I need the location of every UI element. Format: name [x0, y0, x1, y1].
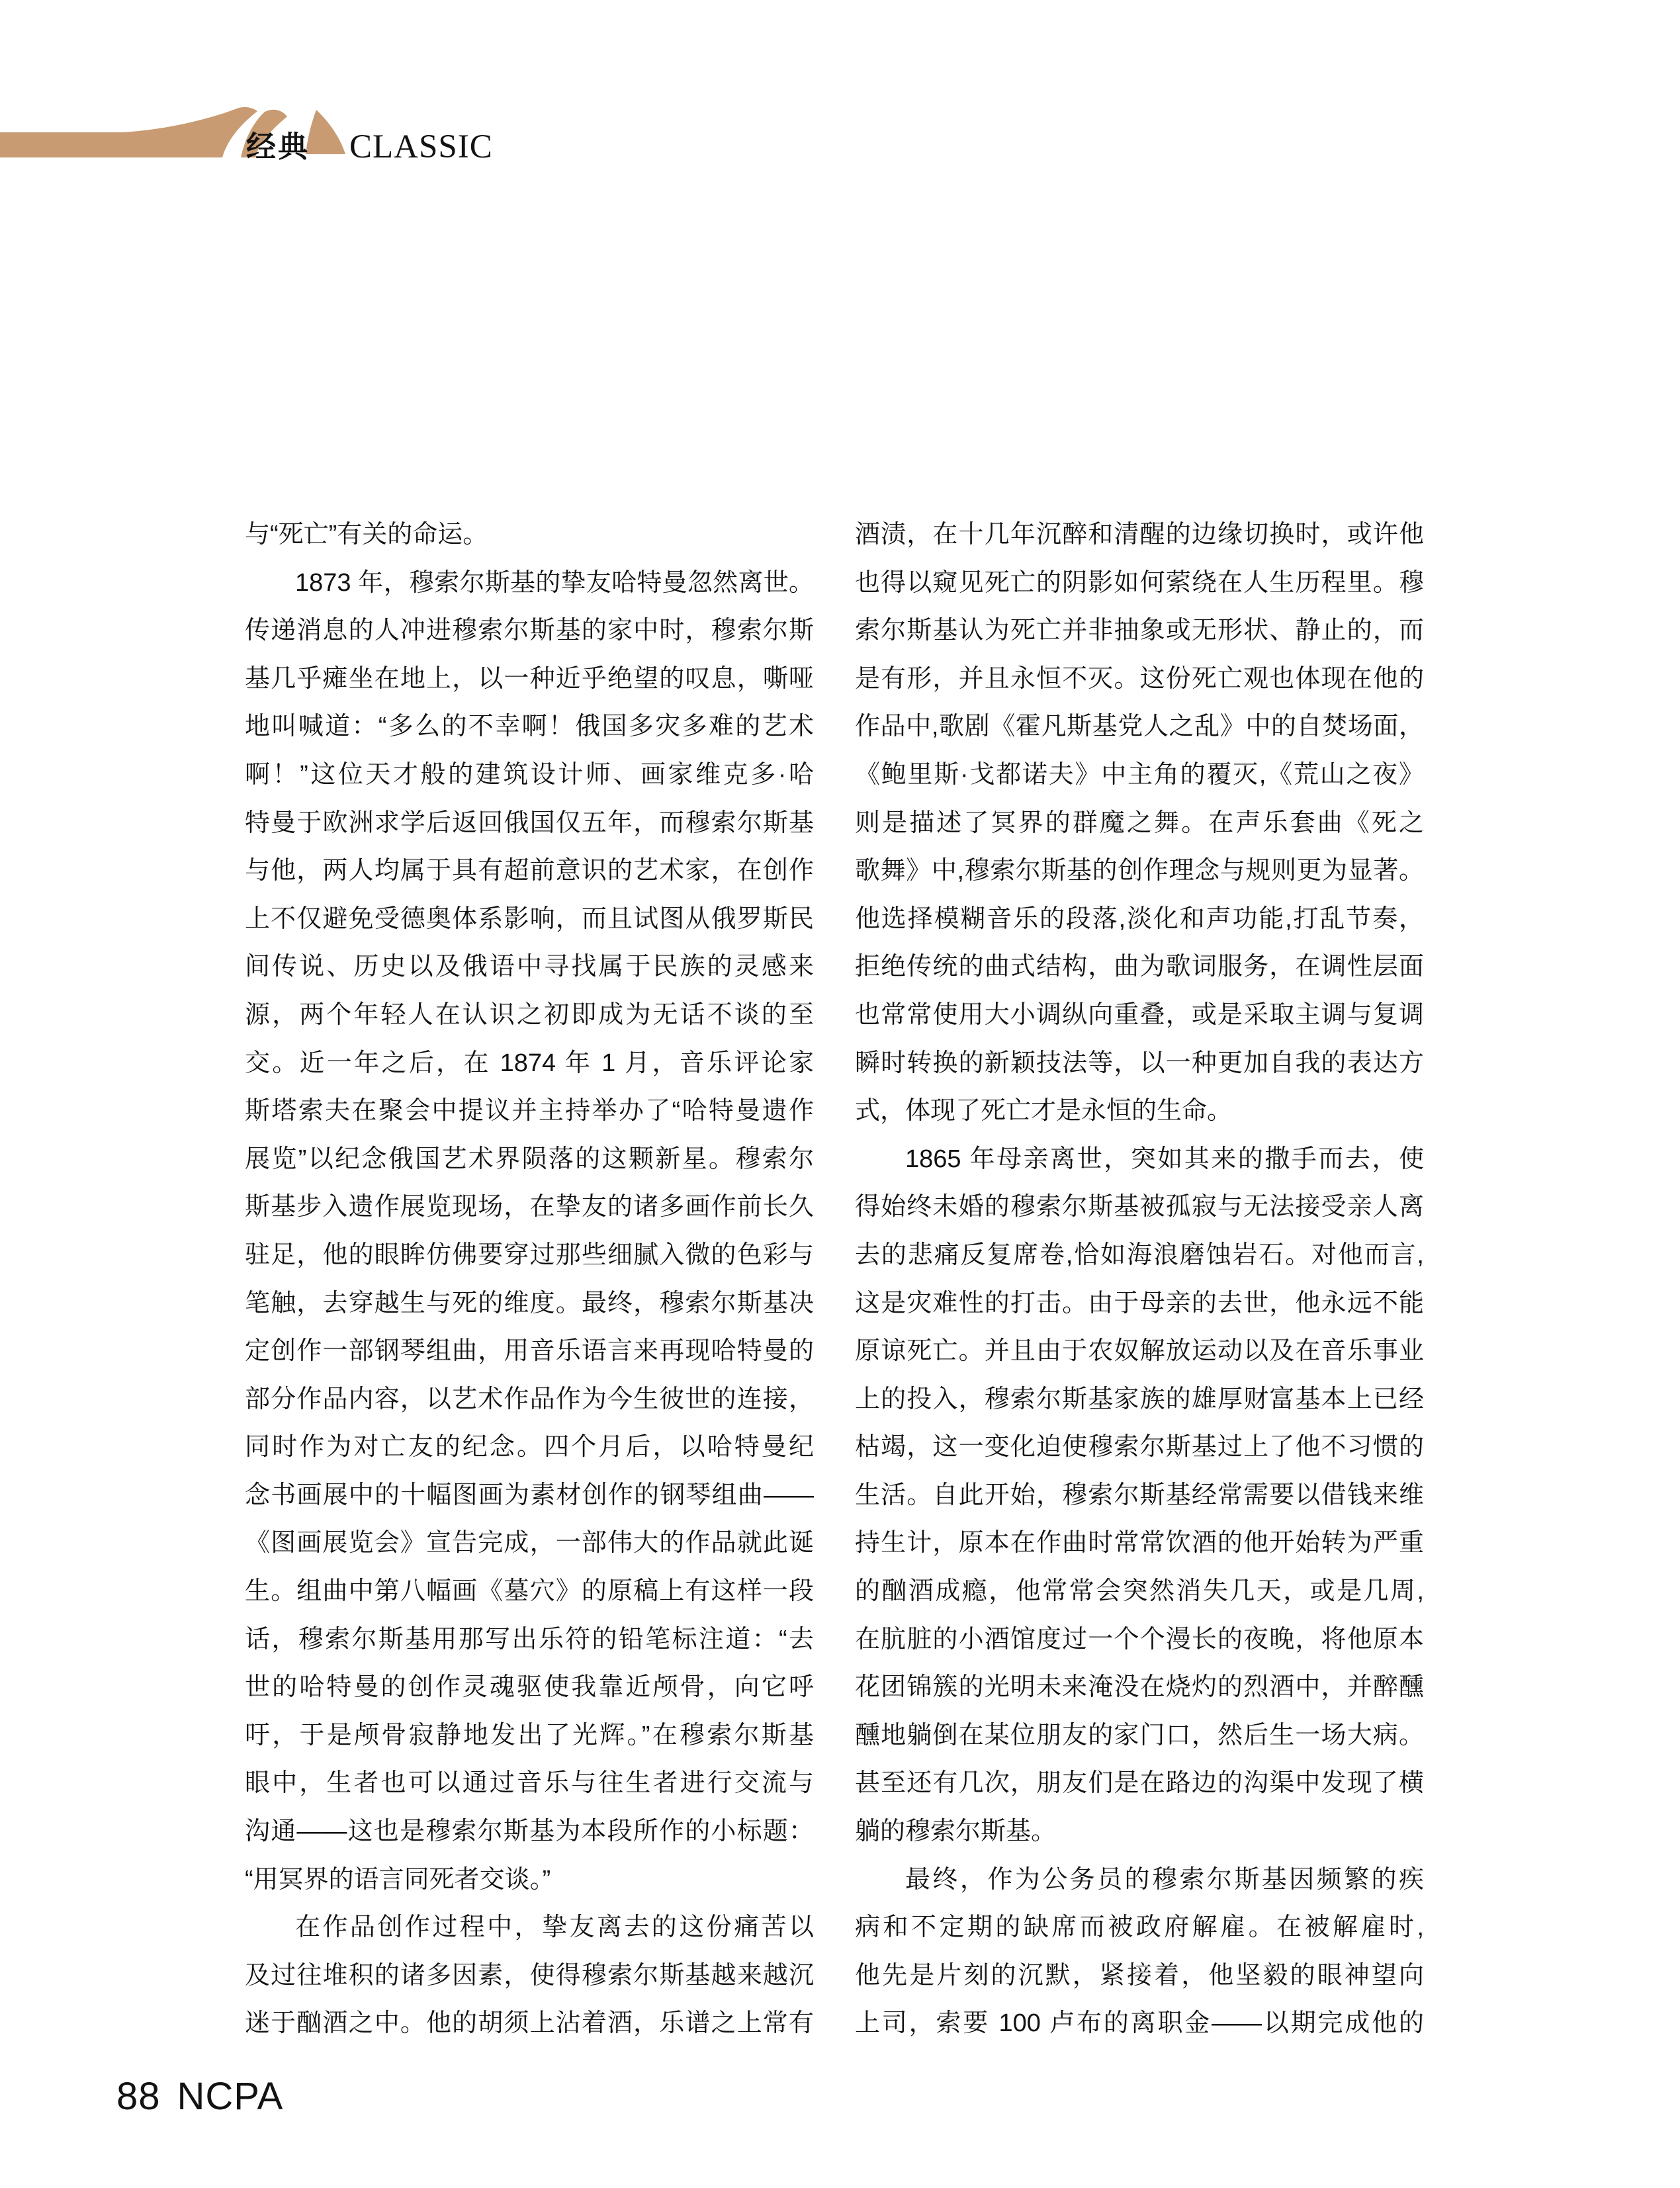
text-line: 在肮脏的小酒馆度过一个个漫长的夜晚，将他原本	[855, 1625, 1424, 1653]
text-line: 是有形，并且永恒不灭。这份死亡观也体现在他的	[855, 664, 1424, 693]
text-line: 同时作为对亡友的纪念。四个月后，以哈特曼纪	[245, 1433, 814, 1462]
text-line: 生。组曲中第八幅画《墓穴》的原稿上有这样一段	[245, 1577, 814, 1606]
text-line: 拒绝传统的曲式结构，曲为歌词服务，在调性层面	[855, 953, 1424, 981]
page-number: 88	[116, 2075, 161, 2118]
text-line: 展览”以纪念俄国艺术界陨落的这颗新星。穆索尔	[245, 1145, 814, 1173]
text-line: 最终，作为公务员的穆索尔斯基因频繁的疾	[905, 1865, 1424, 1894]
text-line: 间传说、历史以及俄语中寻找属于民族的灵感来	[245, 953, 814, 981]
text-line: 病和不定期的缺席而被政府解雇。在被解雇时,	[855, 1913, 1424, 1942]
footer	[116, 2075, 284, 2118]
text-line: 1873 年，穆索尔斯基的挚友哈特曼忽然离世。	[295, 568, 814, 597]
text-line: 作品中,歌剧《霍凡斯基党人之乱》中的自焚场面，	[855, 713, 1424, 741]
text-line: 特曼于欧洲求学后返回俄国仅五年，而穆索尔斯基	[245, 809, 814, 837]
text-line: 《图画展览会》宣告完成，一部伟大的作品就此诞	[245, 1529, 814, 1557]
text-line: 眼中，生者也可以通过音乐与往生者进行交流与	[245, 1769, 814, 1798]
text-line: 也常常使用大小调纵向重叠，或是采取主调与复调	[855, 1000, 1424, 1029]
text-line: 啊！”这位天才般的建筑设计师、画家维克多·哈	[245, 760, 814, 789]
text-line: 笔触，去穿越生与死的维度。最终，穆索尔斯基决	[245, 1289, 814, 1317]
text-line: 地叫喊道：“多么的不幸啊！俄国多灾多难的艺术	[245, 713, 814, 741]
text-line: 歌舞》中,穆索尔斯基的创作理念与规则更为显著。	[855, 857, 1424, 885]
text-line: 生活。自此开始，穆索尔斯基经常需要以借钱来维	[855, 1481, 1424, 1509]
text-column-2	[855, 511, 1424, 2048]
text-line: 枯竭，这一变化迫使穆索尔斯基过上了他不习惯的	[855, 1433, 1424, 1462]
text-line: 上不仅避免受德奥体系影响，而且试图从俄罗斯民	[245, 904, 814, 933]
text-line: 醺地躺倒在某位朋友的家门口，然后生一场大病。	[855, 1721, 1424, 1749]
text-line: 他选择模糊音乐的段落,淡化和声功能,打乱节奏，	[855, 904, 1424, 933]
text-line: 基几乎瘫坐在地上，以一种近乎绝望的叹息，嘶哑	[245, 664, 814, 693]
text-line: 部分作品内容，以艺术作品作为今生彼世的连接，	[245, 1385, 814, 1413]
logo-bar-dome-shape	[0, 107, 257, 157]
text-line: 上的投入，穆索尔斯基家族的雄厚财富基本上已经	[855, 1385, 1424, 1413]
text-line: 式，体现了死亡才是永恒的生命。	[855, 1097, 1233, 1125]
text-line: 《鲍里斯·戈都诺夫》中主角的覆灭,《荒山之夜》	[855, 760, 1424, 789]
section-title-en: CLASSIC	[349, 128, 493, 165]
text-line: 传递消息的人冲进穆索尔斯基的家中时，穆索尔斯	[245, 617, 814, 645]
section-title-cn: 经典	[246, 130, 310, 163]
text-line: 去的悲痛反复席卷,恰如海浪磨蚀岩石。对他而言,	[855, 1241, 1424, 1269]
text-line: 持生计，原本在作曲时常常饮酒的他开始转为严重	[855, 1529, 1424, 1557]
text-line: 他先是片刻的沉默，紧接着，他坚毅的眼神望向	[855, 1961, 1424, 1990]
text-line: 与他，两人均属于具有超前意识的艺术家，在创作	[245, 857, 814, 885]
text-line: 与“死亡”有关的命运。	[245, 521, 488, 548]
text-line: 上司，索要 100 卢布的离职金——以期完成他的	[855, 2009, 1424, 2038]
logo-crescent-shape	[306, 110, 345, 154]
text-line: 斯塔索夫在聚会中提议并主持举办了“哈特曼遗作	[245, 1097, 814, 1125]
text-line: 吁，于是颅骨寂静地发出了光辉。”在穆索尔斯基	[245, 1721, 814, 1749]
text-line: 1865 年母亲离世，突如其来的撒手而去，使	[905, 1145, 1424, 1173]
text-line: “用冥界的语言同死者交谈。”	[245, 1865, 551, 1894]
text-line: 瞬时转换的新颖技法等，以一种更加自我的表达方	[855, 1049, 1424, 1077]
text-line: 躺的穆索尔斯基。	[855, 1817, 1057, 1846]
text-line: 迷于酗酒之中。他的胡须上沾着酒，乐谱之上常有	[245, 2009, 814, 2038]
text-line: 话，穆索尔斯基用那写出乐符的铅笔标注道：“去	[245, 1625, 814, 1653]
text-line: 索尔斯基认为死亡并非抽象或无形状、静止的，而	[855, 617, 1424, 645]
text-line: 得始终未婚的穆索尔斯基被孤寂与无法接受亲人离	[855, 1193, 1424, 1221]
text-line: 则是描述了冥界的群魔之舞。在声乐套曲《死之	[855, 809, 1424, 837]
text-column-1	[245, 511, 814, 2048]
text-line: 定创作一部钢琴组曲，用音乐语言来再现哈特曼的	[245, 1337, 814, 1366]
text-line: 甚至还有几次，朋友们是在路边的沟渠中发现了横	[855, 1769, 1424, 1798]
text-line: 交。近一年之后，在 1874 年 1 月，音乐评论家	[245, 1049, 814, 1077]
text-line: 及过往堆积的诸多因素，使得穆索尔斯基越来越沉	[245, 1961, 814, 1990]
text-line: 源，两个年轻人在认识之初即成为无话不谈的至	[245, 1000, 814, 1029]
article	[245, 511, 1424, 2048]
text-line: 也得以窥见死亡的阴影如何萦绕在人生历程里。穆	[855, 568, 1424, 597]
text-line: 原谅死亡。并且由于农奴解放运动以及在音乐事业	[855, 1337, 1424, 1366]
text-line: 念书画展中的十幅图画为素材创作的钢琴组曲——	[245, 1481, 814, 1509]
text-line: 驻足，他的眼眸仿佛要穿过那些细腻入微的色彩与	[245, 1241, 814, 1269]
text-line: 酒渍，在十几年沉醉和清醒的边缘切换时，或许他	[855, 521, 1424, 548]
text-line: 沟通——这也是穆索尔斯基为本段所作的小标题：	[245, 1817, 814, 1846]
text-line: 花团锦簇的光明未来淹没在烧灼的烈酒中，并醉醺	[855, 1673, 1424, 1702]
text-line: 斯基步入遗作展览现场，在挚友的诸多画作前长久	[245, 1193, 814, 1221]
ncpa-logo-icon	[0, 0, 509, 212]
text-line: 这是灾难性的打击。由于母亲的去世，他永远不能	[855, 1289, 1424, 1317]
text-line: 世的哈特曼的创作灵魂驱使我靠近颅骨，向它呼	[245, 1673, 814, 1702]
text-line: 的酗酒成瘾，他常常会突然消失几天，或是几周,	[855, 1577, 1424, 1606]
text-line: 在作品创作过程中，挚友离去的这份痛苦以	[295, 1913, 814, 1942]
brand-label: NCPA	[177, 2075, 284, 2118]
